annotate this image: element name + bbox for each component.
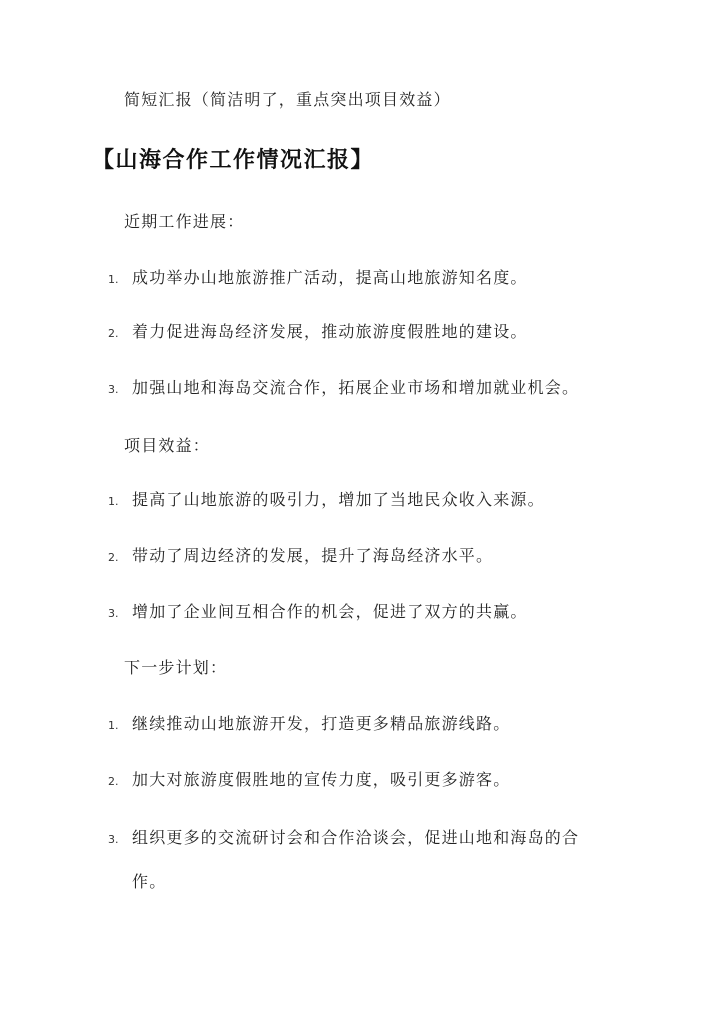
list-number: 1. <box>108 495 119 508</box>
list-number: 2. <box>108 551 119 564</box>
list-item: 组织更多的交流研讨会和合作洽谈会，促进山地和海岛的合 <box>132 828 580 847</box>
list-number: 3. <box>108 833 119 846</box>
list-item: 着力促进海岛经济发展，推动旅游度假胜地的建设。 <box>132 322 528 341</box>
list-item: 加强山地和海岛交流合作，拓展企业市场和增加就业机会。 <box>132 378 580 397</box>
list-number: 3. <box>108 383 119 396</box>
list-item: 加大对旅游度假胜地的宣传力度，吸引更多游客。 <box>132 770 511 789</box>
section-heading-next-steps: 下一步计划： <box>124 658 228 677</box>
list-item: 带动了周边经济的发展，提升了海岛经济水平。 <box>132 546 494 565</box>
list-item: 提高了山地旅游的吸引力，增加了当地民众收入来源。 <box>132 490 545 509</box>
intro-text: 简短汇报（简洁明了，重点突出项目效益） <box>124 90 451 109</box>
section-heading-progress: 近期工作进展： <box>124 212 245 231</box>
list-number: 2. <box>108 327 119 340</box>
list-item-continuation: 作。 <box>132 872 167 891</box>
section-heading-benefits: 项目效益： <box>124 436 211 455</box>
document-title: 【山海合作工作情况汇报】 <box>92 147 375 173</box>
list-number: 1. <box>108 719 119 732</box>
list-number: 1. <box>108 273 119 286</box>
list-number: 2. <box>108 775 119 788</box>
list-number: 3. <box>108 607 119 620</box>
list-item: 增加了企业间互相合作的机会，促进了双方的共赢。 <box>132 602 528 621</box>
list-item: 成功举办山地旅游推广活动，提高山地旅游知名度。 <box>132 268 528 287</box>
list-item: 继续推动山地旅游开发，打造更多精品旅游线路。 <box>132 714 511 733</box>
